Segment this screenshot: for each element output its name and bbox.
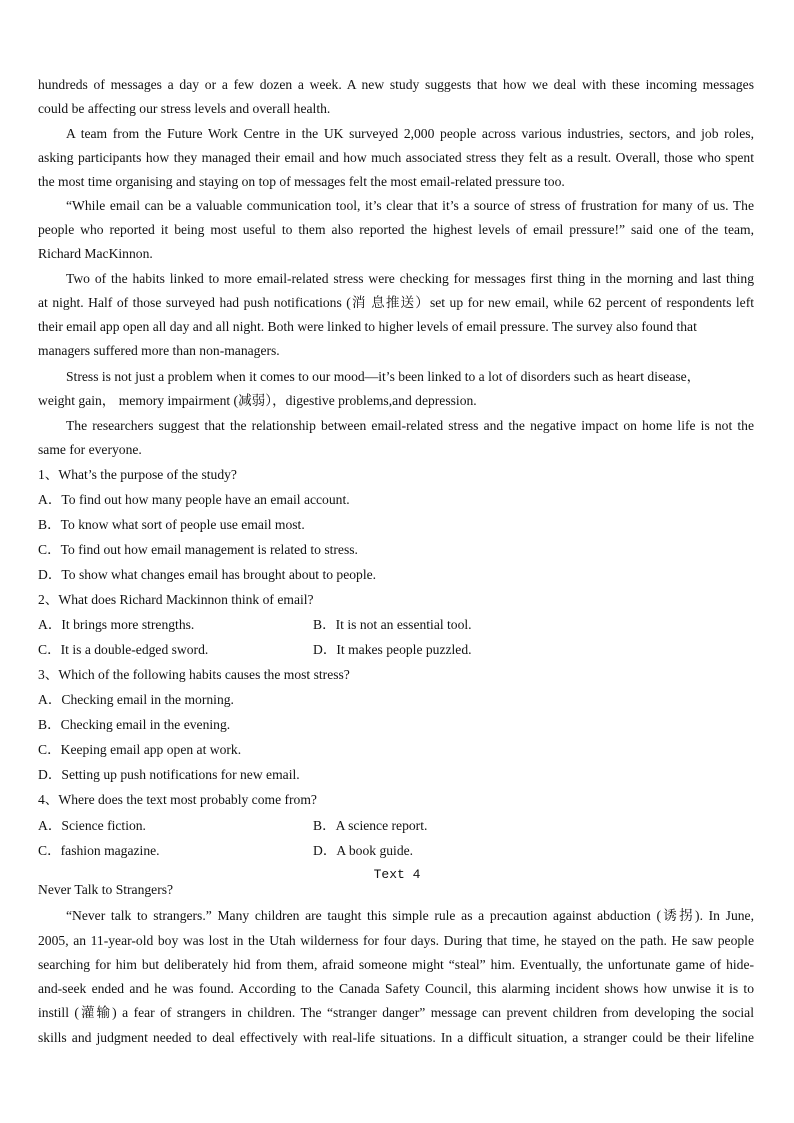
text-line: [38, 294, 754, 312]
text-line: [38, 392, 754, 410]
line-text: 2005, an 11-year-old boy was lost in the Utah wilderness for four days. During that time, he stayed on the path. He saw people: [38, 933, 754, 948]
text-line: [66, 197, 754, 215]
line-text: the most time organising and staying on top of messages felt the most email-related pressure too.: [38, 174, 565, 189]
option-text: B．A science report.: [313, 818, 428, 833]
line-text: weight gain， memory impairment (减弱），digestive problems,and depression.: [38, 393, 477, 408]
line-text: Richard MacKinnon.: [38, 246, 153, 261]
line-text: The researchers suggest that the relationship between email-related stress and the negative impact on home life is not the: [66, 418, 754, 433]
text-line: [38, 245, 754, 263]
text-line: [38, 741, 754, 759]
option-text: D．A book guide.: [313, 843, 414, 858]
text-line: [38, 491, 754, 509]
line-text: managers suffered more than non-managers.: [38, 343, 280, 358]
text-line: [38, 956, 754, 974]
text-line: [38, 1004, 754, 1022]
text-line: [38, 100, 754, 118]
line-text: A．Science fiction.: [38, 818, 146, 833]
text-line: [38, 791, 754, 809]
line-text: B．To know what sort of people use email most.: [38, 517, 305, 532]
text-line: [38, 881, 754, 899]
line-text: could be affecting our stress levels and overall health.: [38, 101, 331, 116]
line-text: 2、What does Richard Mackinnon think of email?: [38, 592, 314, 607]
line-text: asking participants how they managed their email and how much associated stress they felt as a result. Overall, those who spent: [38, 150, 754, 165]
text-line: [38, 566, 754, 584]
line-text: people who reported it being most useful to them also reported the highest levels of email pressure!” said one of the team,: [38, 222, 754, 237]
line-text: instill (灌输) a fear of strangers in children. The “stranger danger” message can prevent children from developing the social: [38, 1005, 754, 1020]
text-line: [38, 466, 754, 484]
line-text: A．It brings more strengths.: [38, 617, 195, 632]
text-line: [38, 342, 754, 360]
text-line: [38, 641, 754, 659]
text-line: [38, 817, 754, 835]
text-line: [38, 666, 754, 684]
line-text: 1、What’s the purpose of the study?: [38, 467, 237, 482]
text-line: [66, 417, 754, 435]
line-text: Stress is not just a problem when it comes to our mood—it’s been linked to a lot of disorders such as heart disease，: [66, 369, 701, 384]
text-line: [38, 766, 754, 784]
option-text: D．It makes people puzzled.: [313, 642, 472, 657]
line-text: A．Checking email in the morning.: [38, 692, 234, 707]
line-text: D．To show what changes email has brought about to people.: [38, 567, 377, 582]
line-text: A team from the Future Work Centre in the UK surveyed 2,000 people across various industries, sectors, and job roles,: [66, 126, 754, 141]
line-text: same for everyone.: [38, 442, 142, 457]
line-text: C．Keeping email app open at work.: [38, 742, 242, 757]
line-text: their email app open all day and all night. Both were linked to higher levels of email pressure. The survey also found that: [38, 319, 697, 334]
line-text: 4、Where does the text most probably come from?: [38, 792, 317, 807]
line-text: C．To find out how email management is related to stress.: [38, 542, 358, 557]
line-text: skills and judgment needed to deal effectively with real-life situations. In a difficult situation, a stranger could be their lifeline: [38, 1030, 754, 1045]
line-text: B．Checking email in the evening.: [38, 717, 231, 732]
line-text: “While email can be a valuable communication tool, it’s clear that it’s a source of stress of frustration for many of us. The: [66, 198, 754, 213]
text-line: [66, 125, 754, 143]
text-line: [38, 980, 754, 998]
text-line: [38, 516, 754, 534]
text-line: [38, 1029, 754, 1047]
line-text: Two of the habits linked to more email-related stress were checking for messages first thing in the morning and last thing: [66, 271, 754, 286]
option-text: B．It is not an essential tool.: [313, 617, 472, 632]
line-text: 3、Which of the following habits causes the most stress?: [38, 667, 350, 682]
text-line: [38, 318, 754, 336]
line-text: A．To find out how many people have an email account.: [38, 492, 350, 507]
text-line: [38, 616, 754, 634]
text-line: [66, 270, 754, 288]
line-text: hundreds of messages a day or a few dozen a week. A new study suggests that how we deal with these incoming messages: [38, 77, 754, 92]
text-line: [38, 716, 754, 734]
line-text: and-seek ended and he was found. According to the Canada Safety Council, this alarming incident shows how unwise it is to: [38, 981, 754, 996]
line-text: C．fashion magazine.: [38, 843, 160, 858]
line-text: D．Setting up push notifications for new email.: [38, 767, 300, 782]
text-line: [38, 691, 754, 709]
line-text: Text 4: [373, 867, 421, 882]
line-text: at night. Half of those surveyed had push notifications (消 息推送）set up for new email, while 62 percent of respondents left: [38, 295, 754, 310]
line-text: searching for him but deliberately hid from them, afraid someone might “steal” him. Eventually, the unfortunate game of hide-: [38, 957, 754, 972]
text-line: [38, 591, 754, 609]
text-line: [38, 541, 754, 559]
line-text: C．It is a double-edged sword.: [38, 642, 209, 657]
text-line: [38, 932, 754, 950]
text-line: [38, 173, 754, 191]
text-line: [38, 441, 754, 459]
line-text: Never Talk to Strangers?: [38, 882, 174, 897]
text-line: [38, 76, 754, 94]
text-line: [66, 368, 754, 386]
line-text: “Never talk to strangers.” Many children are taught this simple rule as a precaution against abduction (诱拐). In June,: [66, 908, 754, 923]
text-line: [38, 221, 754, 239]
text-line: [38, 149, 754, 167]
text-line: [66, 907, 754, 925]
text-line: [38, 842, 754, 860]
